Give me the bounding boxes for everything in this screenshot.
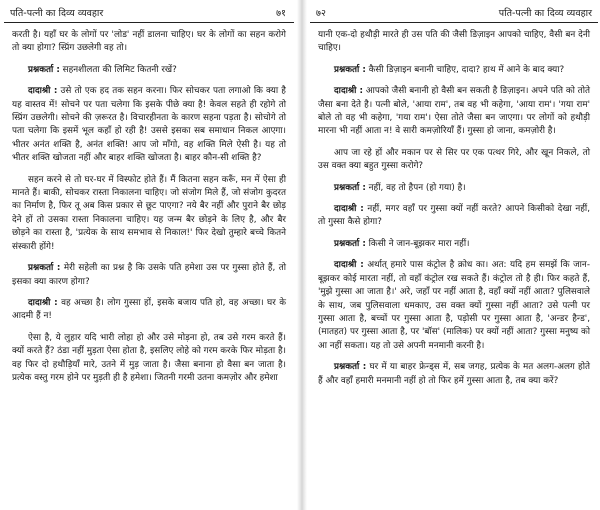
left-page-body bbox=[4, 23, 294, 385]
left-page-header bbox=[4, 0, 294, 23]
paragraph bbox=[318, 85, 590, 139]
paragraph-text: अर्थात् हमारे पास कंट्रोल है क्रोध का। अत: यदि हम समझें कि जान-बूझकर कोई मारता नहीं, तो वहाँ कंट्रोल रख सकते हैं। कंट्रोल तो है ही। फिर कहते हैं, 'मुझे गुस्सा आ जाता है।' अरे, जहाँ पर नहीं आता है, वहाँ क्यों नहीं आता? पुलिसवाले के साथ, जब पुलिसवाला धमकाए, उस वक्त क्यों गुस्सा नहीं आता? उसे पत्नी पर गुस्सा आता है, बच्चों पर गुस्सा आता है, पड़ोसी पर गुस्सा आता है, 'अन्डर हैन्ड', (मातहत) पर गुस्सा आता है, पर 'बॉस' (मालिक) पर क्यों नहीं आता? गुस्सा मनुष्य को आ नहीं सकता। यह तो उसे अपनी मनमानी करनी है। bbox=[318, 260, 590, 351]
speaker-label: प्रश्नकर्ता : bbox=[334, 64, 366, 75]
paragraph-text: करती है। यहाँ घर के लोगों पर 'लोड' नहीं डालना चाहिए। घर के लोगों का सहन करोगे तो क्या होगा? स्प्रिंग उछलेगी वह तो। bbox=[12, 30, 286, 54]
right-page-number: ७२ bbox=[316, 8, 326, 19]
book-gutter bbox=[297, 0, 307, 510]
speaker-label: दादाश्री : bbox=[28, 297, 58, 308]
paragraph bbox=[12, 297, 286, 324]
paragraph-text: यानी एक-दो हथौड़ी मारते ही उस पति की जैसी डिज़ाइन आपको चाहिए, वैसी बन देनी चाहिए। bbox=[318, 30, 590, 54]
paragraph bbox=[318, 64, 590, 77]
paragraph-text: आप जा रहे हों और मकान पर से सिर पर एक पत्थर गिरे, और खून निकले, तो उस वक्त क्या बहुत गुस्सा करोगे? bbox=[318, 147, 590, 172]
paragraph bbox=[318, 259, 590, 353]
speaker-label: दादाश्री : bbox=[28, 86, 58, 97]
right-header-title: पति-पत्नी का दिव्य व्यवहार bbox=[498, 8, 592, 19]
paragraph-text: वह अच्छा है। लोग गुस्सा हों, इसके बजाय पति हो, वह अच्छा। घर के आदमी हैं न! bbox=[12, 297, 287, 322]
speaker-label: दादाश्री : bbox=[334, 204, 364, 215]
paragraph bbox=[318, 203, 590, 230]
speaker-label: प्रश्नकर्ता : bbox=[334, 362, 367, 373]
paragraph-text: उसे तो एक हद तक सहन करना। फिर सोचकर पता लगाओ कि क्या है यह वास्तव में! सोचने पर पता चलेगा कि इसके पीछे क्या है! केवल सहते ही रहोगे तो स्प्रिंग उछलेगी। सोचने की ज़रूरत है। विचारहीनता के कारण सहना पड़ता है। सोचोगे तो पता चलेगा कि इसमें भूल कहाँ हो रही है! उससे इसका सब समाधान निकल आएगा। भीतर अनंत शक्ति है, अनंत शक्ति! आप जो माँगो, वह शक्ति मिले ऐसी है। यह तो भीतर शक्ति खोजता नहीं और बाहर शक्ति खोजता है। बाहर कौन-सी शक्ति है? bbox=[12, 86, 286, 164]
paragraph-text: नहीं, वह तो हैपन (हो गया) है। bbox=[368, 182, 466, 193]
right-page bbox=[310, 0, 598, 510]
speaker-label: दादाश्री : bbox=[334, 260, 364, 271]
paragraph-text: किसी ने जान-बूझकर मारा नहीं। bbox=[368, 238, 470, 249]
speaker-label: प्रश्नकर्ता : bbox=[334, 238, 366, 249]
paragraph bbox=[12, 85, 286, 165]
paragraph bbox=[318, 147, 590, 174]
paragraph-text: कैसी डिज़ाइन बनानी चाहिए, दादा? हाथ में आने के बाद क्या? bbox=[368, 64, 565, 75]
paragraph-text: मेरी सहेली का प्रश्न है कि उसके पति हमेशा उस पर गुस्सा होते हैं, तो इसका क्या कारण होगा? bbox=[12, 263, 287, 287]
paragraph bbox=[12, 174, 286, 254]
paragraph bbox=[12, 29, 286, 56]
paragraph-text: नहीं, मगर वहाँ पर गुस्सा क्यों नहीं करते? आपने किसीको देखा नहीं, तो गुस्सा कैसे होगा? bbox=[318, 204, 591, 228]
speaker-label: दादाश्री : bbox=[334, 86, 364, 97]
paragraph-text: सहनशीलता की लिमिट कितनी रखें? bbox=[62, 64, 177, 75]
left-page bbox=[4, 0, 294, 510]
paragraph bbox=[318, 182, 590, 195]
paragraph bbox=[318, 361, 590, 388]
paragraph bbox=[12, 64, 286, 77]
left-header-title: पति-पत्नी का दिव्य व्यवहार bbox=[10, 8, 104, 19]
paragraph bbox=[318, 238, 590, 251]
paragraph bbox=[318, 29, 590, 56]
paragraph-text: सहन करने से तो घर-घर में विस्फोट होते हैं। मैं कितना सहन करूँ, मन में ऐसा ही मानते हैं। बाकी, सोचकर रास्ता निकालना चाहिए। जो संजोग मिले हैं, जो संजोग कुदरत का निर्माण है, फिर तू अब किस प्रकार से छूट पाएगा? नये बैर नहीं और पुराने बैर छोड़ देने हों तो उसका रास्ता निकालना चाहिए। यह जन्म बैर छोड़ने के लिए है, और बैर छोड़ने का रास्ता है, 'प्रत्येक के साथ समभाव से निकाल!' फिर देखो तुम्हारे बच्चे कितने संस्कारी होंगे! bbox=[12, 174, 286, 252]
paragraph bbox=[12, 262, 286, 289]
paragraph-text: आपको जैसी बनानी हो वैसी बन सकती है डिज़ाइन। अपने पति को तोते जैसा बना देते है। पत्नी बोले, 'आया राम', तब वह भी कहेगा, 'आया राम'। 'गया राम' बोले तो वह भी कहेगा, 'गया राम'। ऐसा तोते जैसा बन जाएगा। पर लोगों को हथौड़ी मारना भी नहीं आता न! वे सारी कमज़ोरियाँ हैं। गुस्सा हो जाना, कमज़ोरी है। bbox=[318, 86, 590, 137]
paragraph bbox=[12, 332, 286, 386]
speaker-label: प्रश्नकर्ता : bbox=[28, 263, 61, 274]
right-page-body bbox=[310, 23, 598, 388]
speaker-label: प्रश्नकर्ता : bbox=[334, 182, 366, 193]
paragraph-text: ऐसा है, ये लुहार यदि भारी लोहा हो और उसे मोड़ना हो, तब उसे गरम करते हैं। क्यों करते हैं? ठंडा नहीं मुड़ता ऐसा होता है, इसलिए लोहे को गरम करके फिर मोड़ता है। वह फिर दो हथौड़ियाँ मारे, उतने में मुड़ जाता है। जैसा बनाना हो वैसा बन जाता है। प्रत्येक वस्तु गरम होने पर मुड़ती ही है हमेशा। जितनी गरमी उतना कमज़ोर और हमेशा bbox=[12, 332, 286, 383]
right-page-header bbox=[310, 0, 598, 23]
left-page-number: ७१ bbox=[276, 8, 286, 19]
paragraph-text: घर में या बाहर फ्रेन्ड्स में, सब जगह, प्रत्येक के मत अलग-अलग होते हैं और वहाँ हमारी मनमानी नहीं हो तो फिर हमें गुस्सा आता है, तब क्या करें? bbox=[318, 362, 591, 386]
speaker-label: प्रश्नकर्ता : bbox=[28, 64, 60, 75]
